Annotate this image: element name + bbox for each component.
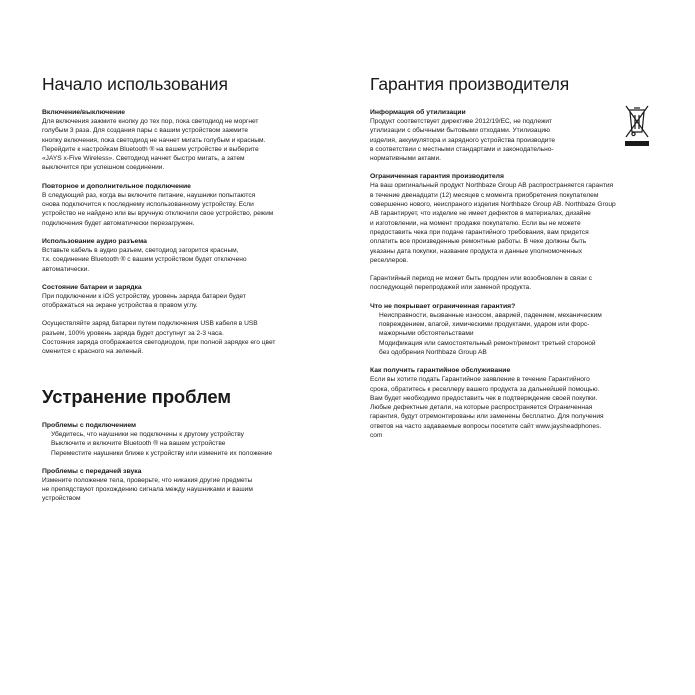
- section-audio-jack: [42, 237, 332, 274]
- text-line: При подключении к iOS устройству, уровень заряда батареи будет: [42, 292, 246, 300]
- section-heading: Что не покрывает ограниченная гарантия?: [370, 302, 516, 310]
- section-heading: Состояние батареи и зарядка: [42, 283, 142, 291]
- troubleshooting-title: Устранение проблем: [42, 386, 231, 407]
- warranty-column: [370, 74, 660, 449]
- text-line: Измените положение тела, проверьте, что никакия другие предметы: [42, 476, 253, 484]
- text-line: последующей перепродажей или заменой продукта.: [370, 284, 532, 292]
- getting-started-title: Начало использования: [42, 74, 228, 94]
- list-item: без одобрения Northbaze Group AB: [379, 348, 487, 356]
- section-heading: Включение/выключение: [42, 109, 126, 116]
- section-heading: Проблемы с подключением: [42, 422, 137, 429]
- troubleshooting-block: [42, 387, 332, 513]
- getting-started-column: [42, 74, 332, 366]
- text-line: устройство не найдено или вы вручную отключили свое устройство, режим: [42, 210, 274, 218]
- section-warranty-service: [370, 366, 660, 440]
- section-heading: Повторное и дополнительное подключение: [42, 182, 191, 190]
- section-limited-warranty: [370, 172, 660, 292]
- warranty-title: Гарантия производителя: [370, 74, 570, 94]
- text-line: Любые дефектные детали, на которые распространяется Ограниченная: [370, 404, 593, 412]
- text-line: Вставьте кабель в аудио разъем, светодиод загорится красным,: [42, 246, 239, 254]
- list-item: Переместите наушники ближе к устройству или измените их положение: [51, 449, 273, 457]
- text-line: выключится при успешном соединении.: [42, 164, 165, 172]
- text-line: Состояния заряда отображается светодиодом, при полной зарядке его цвет: [42, 339, 276, 347]
- list-item: мажорными обстоятельствами: [379, 330, 474, 338]
- text-line: реселлеров.: [370, 256, 409, 264]
- text-line: голубым 3 раза. Для создания пары с вашим устройством зажмите: [42, 127, 249, 135]
- text-line: Вам будет необходимо предоставить чек в подтверждение своей покупки.: [370, 394, 598, 402]
- text-line: снова подключится к последнему использованному устройству. Если: [42, 201, 254, 209]
- text-line: кнопку включения, пока светодиод не начнет мигать голубым и красным.: [42, 136, 266, 144]
- text-line: Для включения зажмите кнопку до тех пор, пока светодиод не моргнет: [42, 118, 259, 125]
- list-item: Выключите и включите Bluetooth ® на вашем устройстве: [51, 440, 226, 448]
- text-line: Продукт соответствует директиве 2012/19/EC, не подлежит: [370, 118, 553, 125]
- section-heading: Ограниченная гарантия производителя: [370, 173, 504, 181]
- text-line: предоставить чека при подаче гарантийного требования, вам придется: [370, 228, 589, 236]
- section-heading: Использование аудио разъема: [42, 237, 147, 245]
- text-line: и изготовлении, на момент продаже покупателю. Если вы не можете: [370, 219, 581, 227]
- text-line: изделия, аккумулятора и зарядного устройства производите: [370, 136, 556, 144]
- list-item: Неисправности, вызванные износом, аварией, падением, механическим: [379, 311, 602, 319]
- text-line: оплатить все произведенные ремонтные работы. В чеке должны быть: [370, 238, 587, 246]
- text-line: Осуществляйте заряд батареи путем подключения USB кабеля в USB: [42, 320, 258, 328]
- section-connection-problems: [42, 421, 332, 458]
- section-heading: Проблемы с передачей звука: [42, 467, 142, 475]
- text-line: На ваш оригинальный продукт Northbaze Group AB распространяется гарантия: [370, 182, 614, 190]
- text-line: совершенно нового, неиспраного изделия Northbaze Group AB. Northbaze Group: [370, 201, 616, 209]
- list-item: Убедитесь, что наушники не подключены к другому устройству: [51, 431, 244, 438]
- text-line: в соответствии с местными стандартами и законодательно-: [370, 145, 554, 153]
- text-line: гарантия, будут отремонтированы или заменены бесплатно. Для получения: [370, 413, 604, 421]
- list-item: повреждением, влагой, химическими продуктами, ударом или форс-: [379, 321, 590, 329]
- section-disposal: [370, 108, 660, 163]
- text-line: подключения будет автоматически перезагружен.: [42, 219, 195, 227]
- section-power: [42, 108, 332, 173]
- text-line: нормативными актами.: [370, 155, 441, 163]
- text-line: В следующий раз, когда вы включите питание, наушники попытаются: [42, 191, 256, 199]
- text-line: т.к. соединение Bluetooth ® с вашим устройством будет отключено: [42, 256, 247, 264]
- text-line: срока, обратитесь к реселлеру вашего продукта за дальнейшей помощью.: [370, 385, 600, 393]
- text-line: Гарантийный период не может быть продлен или возобновлен в связи с: [370, 275, 592, 283]
- text-line: указаны дата покупки, название продукта и данные уполномоченных: [370, 247, 582, 255]
- text-line: Если вы хотите подать Гарантийное заявление в течение Гарантийного: [370, 376, 590, 384]
- section-heading: Информация об утилизации: [370, 109, 466, 116]
- crossed-out-wheelie-bin-icon: [624, 103, 650, 149]
- text-line: разъем, 100% уровень заряда будет доступнут за 2-3 часа.: [42, 329, 224, 337]
- text-line: AB гарантирует, что изделие не имеет дефектов в материалах, дизайне: [370, 210, 591, 218]
- text-line: «JAYS x-Five Wireless». Светодиод начнет быстро мигать, а затем: [42, 155, 245, 163]
- text-line: отображаться на экране устройства в правом углу.: [42, 302, 198, 310]
- text-line: утилизации с обычными бытовыми отходами. Утилизацию: [370, 127, 550, 135]
- section-battery: [42, 283, 332, 357]
- text-line: сменится с красного на зеленый.: [42, 348, 144, 356]
- text-line: автоматически.: [42, 265, 90, 273]
- list-item: Модификация или самостоятельный ремонт/ремонт третьей стороной: [379, 339, 596, 347]
- text-line: устройством: [42, 495, 81, 503]
- text-line: в течение двенадцати (12) месяцев с момента приобретения покупателем: [370, 191, 599, 199]
- section-not-covered: [370, 302, 660, 357]
- section-heading: Как получить гарантийное обслуживание: [370, 367, 511, 375]
- section-reconnect: [42, 182, 332, 228]
- section-sound-problems: [42, 467, 332, 504]
- text-line: com: [370, 432, 383, 440]
- text-line: ответов на часто задаваемые вопросы посетите сайт www.jaysheadphones.: [370, 422, 602, 430]
- text-line: не препядствуют прохождению сигнала между наушниками и вашим: [42, 486, 253, 494]
- text-line: Перейдите к настройкам Bluetooth ® на вашем устройстве и выберите: [42, 145, 259, 153]
